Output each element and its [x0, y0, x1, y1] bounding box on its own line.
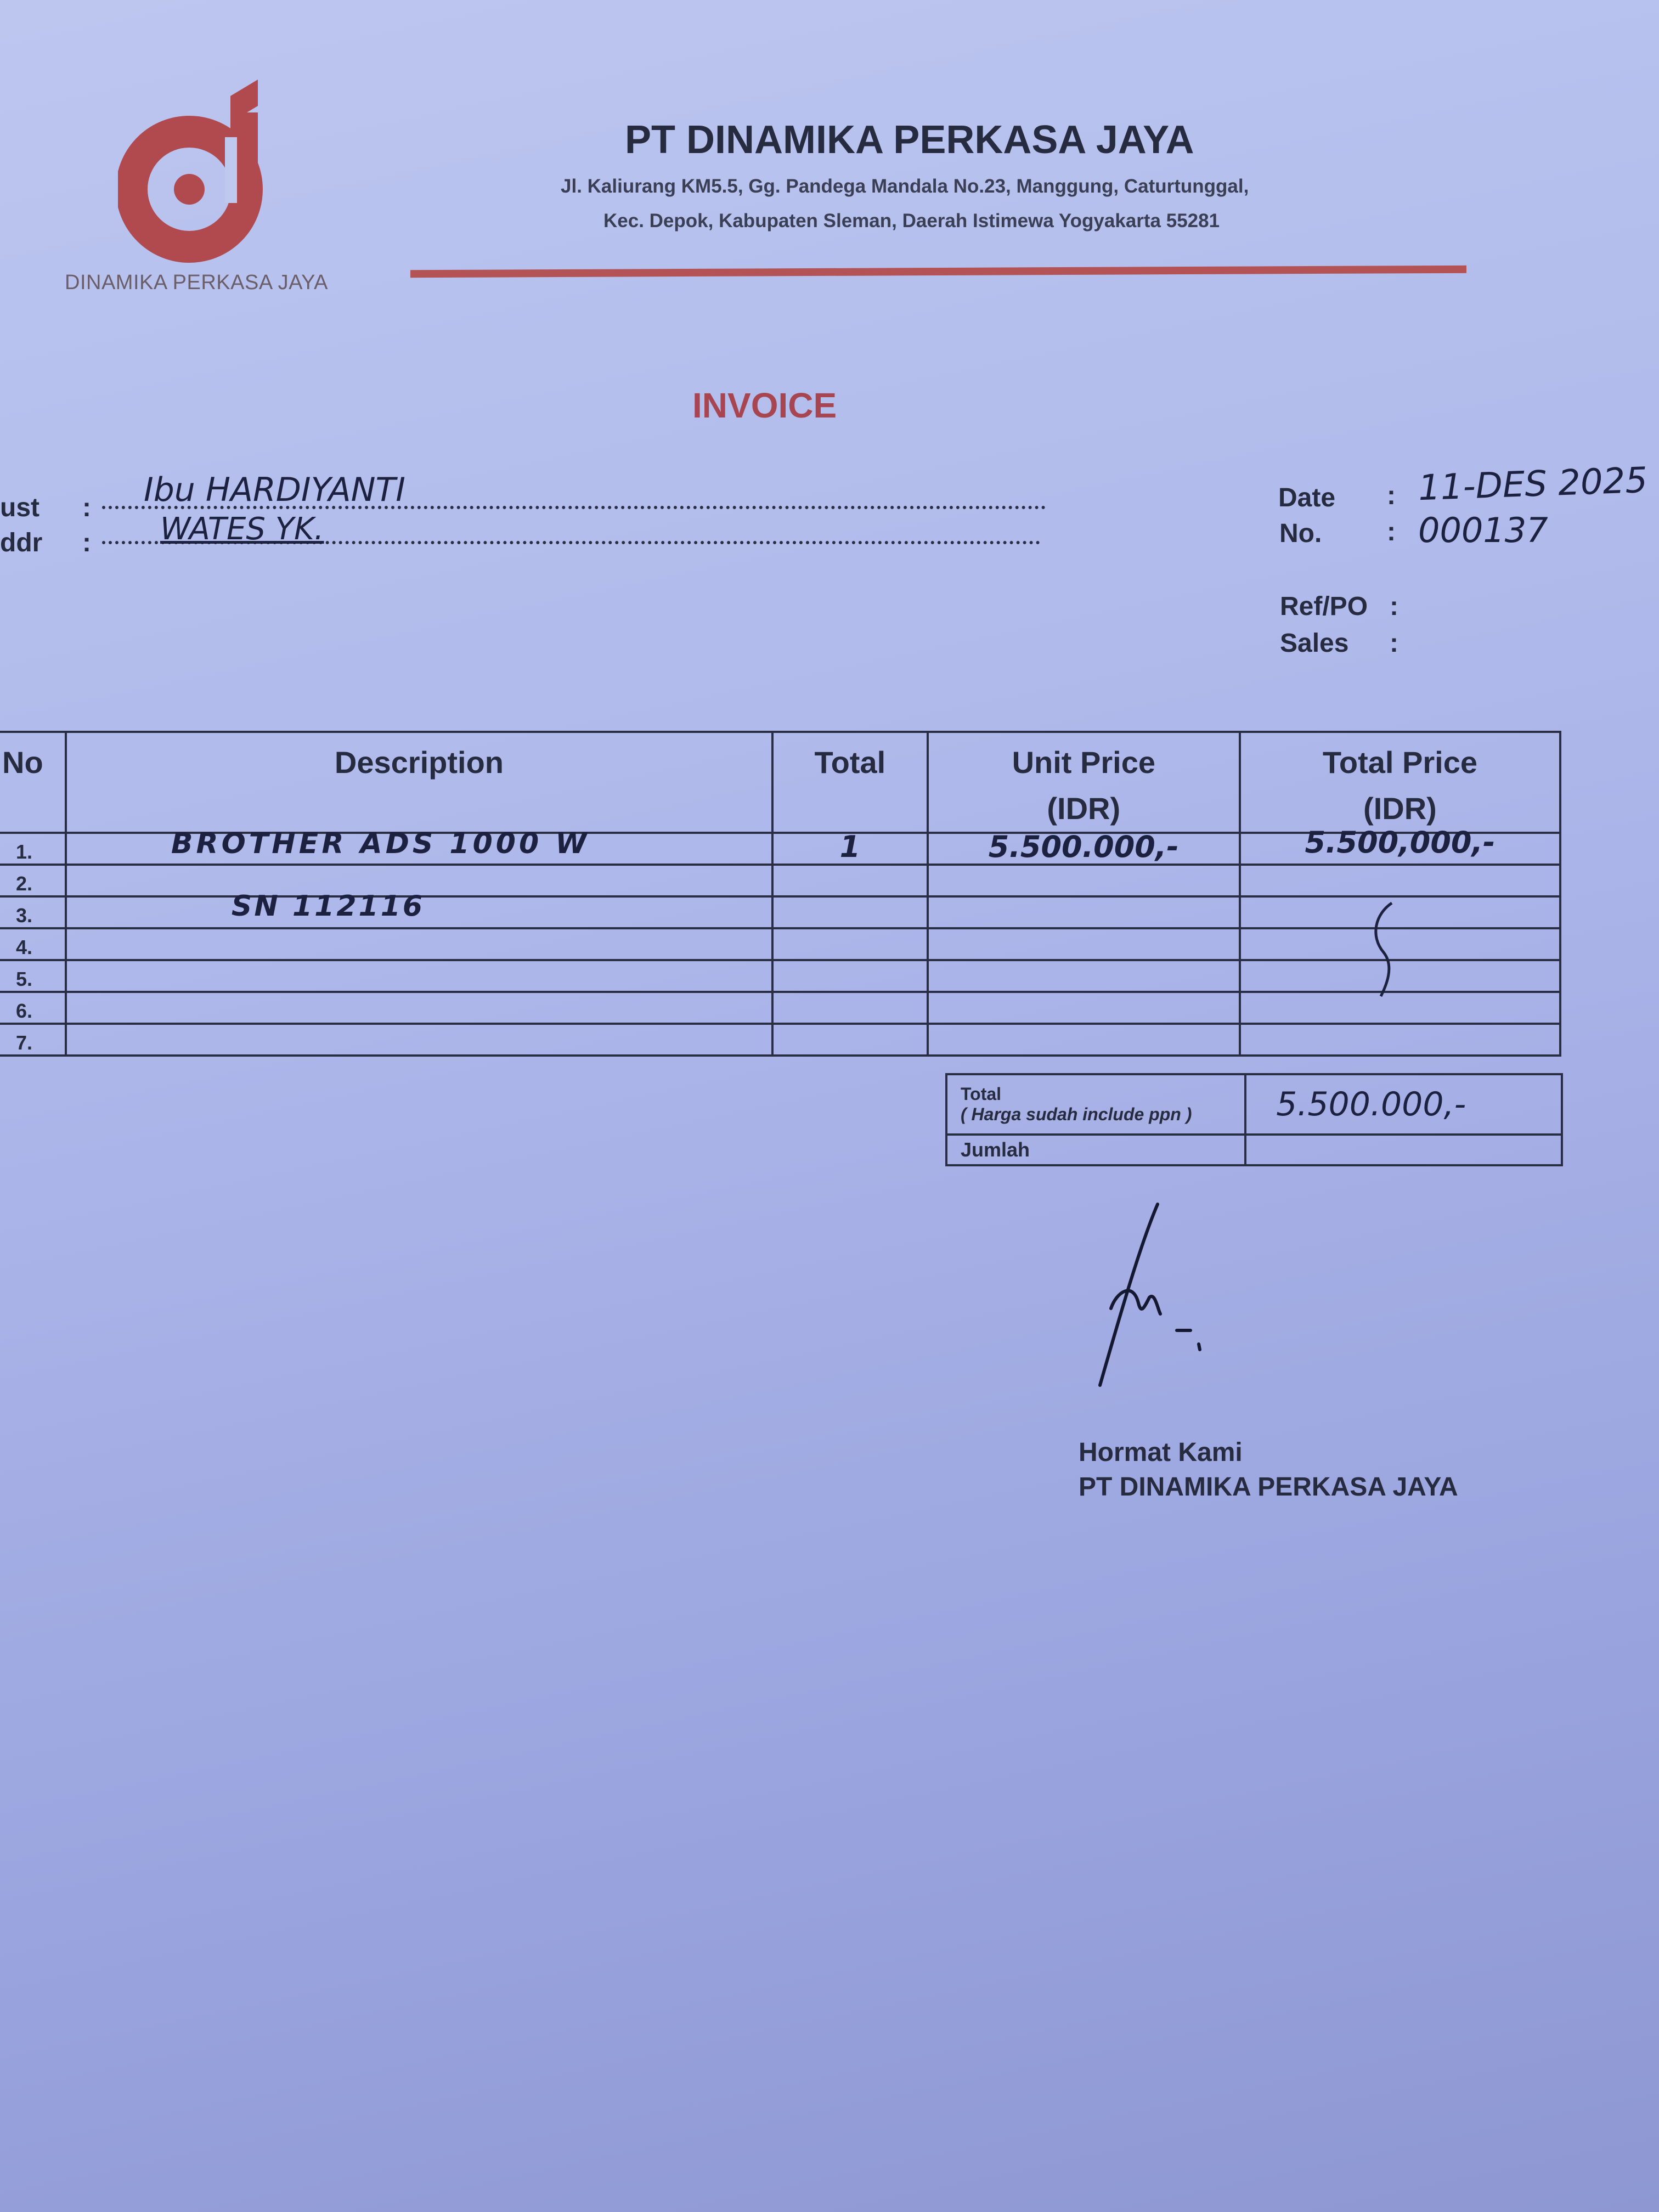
row-description-text: BROTHER ADS 1000 W [171, 827, 590, 860]
row-unit-price-text: 5.500.000,- [988, 830, 1179, 864]
table-row [0, 1024, 1560, 1056]
company-name: PT DINAMIKA PERKASA JAYA [625, 118, 1194, 162]
jumlah-value [1245, 1135, 1562, 1165]
row-unit-price [928, 960, 1240, 992]
total-label-cell [946, 1074, 1245, 1135]
address-label: ddr [0, 528, 43, 557]
header-total-price [1240, 732, 1560, 833]
row-description-text: SN 112116 [231, 890, 425, 923]
row-number: 2. [0, 865, 66, 896]
date-label: Date [1278, 483, 1336, 512]
row-total-price-text: 5.500,000,- [1305, 825, 1496, 860]
customer-address: WATES YK. [160, 511, 324, 547]
row-unit-price [928, 830, 1240, 865]
table-row [0, 896, 1560, 928]
invoice-number: 000137 [1418, 510, 1548, 550]
row-number: 3. [0, 896, 66, 928]
date-colon: : [1387, 481, 1396, 510]
table-row [0, 833, 1560, 865]
header-unit-price-line2: (IDR) [1047, 791, 1121, 826]
ref-po-label: Ref/PO [1280, 592, 1368, 621]
signature [1089, 1199, 1215, 1391]
row-description [66, 1024, 772, 1056]
company-logo [118, 74, 277, 269]
items-table [0, 731, 1561, 1057]
row-number: 7. [0, 1024, 66, 1056]
total-value: 5.500.000,- [1276, 1085, 1466, 1124]
sales-colon: : [1390, 629, 1398, 658]
customer-colon: : [82, 493, 91, 522]
jumlah-row [946, 1135, 1562, 1165]
invoice-title: INVOICE [692, 386, 837, 425]
row-unit-price [928, 992, 1240, 1024]
row-number: 1. [0, 833, 66, 865]
header-divider [410, 266, 1466, 278]
row-description [66, 960, 772, 992]
row-description [66, 827, 772, 865]
row-qty [772, 896, 928, 928]
row-number: 6. [0, 992, 66, 1024]
row-unit-price [928, 1024, 1240, 1056]
row-unit-price [928, 896, 1240, 928]
table-row [0, 992, 1560, 1024]
row-total-price [1240, 865, 1560, 896]
header-no: No [0, 732, 66, 833]
closing-greeting: Hormat Kami [1079, 1438, 1243, 1467]
totals-table [945, 1073, 1563, 1166]
total-value-cell [1245, 1074, 1562, 1135]
row-qty [772, 830, 928, 865]
row-qty [772, 960, 928, 992]
row-total-price [1240, 896, 1560, 928]
table-header-row [0, 732, 1560, 833]
row-total-price [1240, 928, 1560, 960]
row-description [66, 992, 772, 1024]
company-address-line1: Jl. Kaliurang KM5.5, Gg. Pandega Mandala No.23, Manggung, Caturtunggal, [561, 176, 1249, 197]
total-row [946, 1074, 1562, 1135]
header-description: Description [66, 732, 772, 833]
table-row [0, 960, 1560, 992]
row-total-price [1240, 992, 1560, 1024]
row-total-price [1240, 960, 1560, 992]
row-number: 4. [0, 928, 66, 960]
row-number: 5. [0, 960, 66, 992]
row-qty [772, 992, 928, 1024]
total-note: ( Harga sudah include ppn ) [961, 1104, 1192, 1124]
customer-name: Ibu HARDIYANTI [144, 471, 405, 509]
total-label: Total [961, 1084, 1002, 1104]
closing-company: PT DINAMIKA PERKASA JAYA [1079, 1472, 1458, 1502]
header-total: Total [772, 732, 928, 833]
header-total-price-line1: Total Price [1322, 745, 1478, 780]
row-total-price [1240, 1024, 1560, 1056]
row-description [66, 890, 772, 928]
row-qty [772, 1024, 928, 1056]
address-colon: : [82, 528, 91, 557]
number-colon: : [1387, 517, 1396, 546]
row-unit-price [928, 865, 1240, 896]
row-qty [772, 865, 928, 896]
jumlah-label: Jumlah [946, 1135, 1245, 1165]
number-label: No. [1279, 519, 1322, 548]
customer-label: ust [0, 493, 40, 522]
header-unit-price-line1: Unit Price [1012, 745, 1155, 780]
row-total-price [1240, 825, 1560, 865]
header-total-price-line2: (IDR) [1363, 791, 1437, 826]
date-value: 11-DES 2025 [1417, 460, 1649, 509]
header-unit-price [928, 732, 1240, 833]
row-unit-price [928, 928, 1240, 960]
sales-label: Sales [1280, 629, 1349, 658]
row-qty [772, 928, 928, 960]
table-row [0, 928, 1560, 960]
company-address-line2: Kec. Depok, Kabupaten Sleman, Daerah Istimewa Yogyakarta 55281 [603, 210, 1220, 232]
ref-po-colon: : [1390, 592, 1398, 621]
logo-text: DINAMIKA PERKASA JAYA [65, 271, 329, 294]
row-description [66, 928, 772, 960]
row-qty-text: 1 [839, 830, 861, 864]
